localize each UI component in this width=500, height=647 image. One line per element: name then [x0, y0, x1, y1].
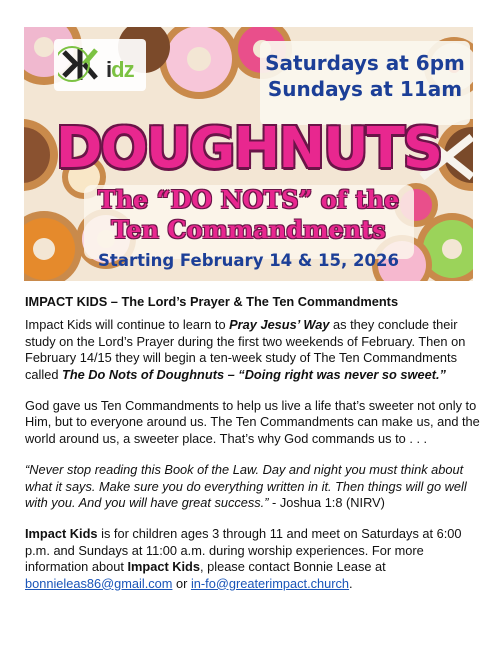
banner-start-date: Starting February 14 & 15, 2026 — [98, 251, 399, 270]
schedule-sunday: Sundays at 11am — [267, 77, 463, 101]
paragraph-scripture — [25, 462, 480, 511]
email-link-bonnie[interactable]: bonnieleas86@gmail.com — [25, 575, 173, 591]
banner-subtitle-line2: Ten Commandments — [111, 215, 386, 244]
impact-kidz-logo — [54, 39, 146, 91]
emphasis-series-title: The Do Nots of Doughnuts – “Doing right was never so sweet.” — [62, 366, 446, 382]
paragraph-contact: Impact Kids is for children ages 3 through 11 and meet on Saturdays at 6:00 p.m. and Sundays at 11:00 a.m. during worship experiences. For more information about Impact Kids, please contact Bonnie Lease at bonnieleas86@gmail.com or in-fo@greaterimpact.church. — [25, 526, 462, 591]
emphasis-pray-jesus-way: Pray Jesus’ Way — [229, 317, 330, 333]
schedule-box — [260, 41, 470, 125]
email-link-info[interactable]: in-fo@greaterimpact.church — [190, 575, 350, 591]
article-heading: IMPACT KIDS – The Lord’s Prayer & The Ten Commandments — [25, 294, 399, 309]
logo-wordmark: idz — [106, 57, 134, 82]
banner-subtitle-line1: The “DO NOTS” of the — [97, 185, 400, 214]
paragraph-commandments: God gave us Ten Commandments to help us live a life that’s sweeter not only to Him, but to everyone around us. The Ten Commandments can make us, and the world around us, a sweeter place. That’s why God commands us to . . . — [25, 398, 480, 446]
paragraph-intro: Impact Kids will continue to learn to Pray Jesus’ Way as they conclude their study on the Lord’s Prayer during the first two weekends of February. Then on February 14/15 they will begin a ten-week study of The Ten Commandments called The Do Nots of Doughnuts – “Doing right was never so sweet.” — [25, 317, 466, 382]
scripture-reference: - Joshua 1:8 (NIRV) — [268, 495, 385, 511]
schedule-saturday: Saturdays at 6pm — [265, 51, 465, 75]
article-body — [25, 294, 480, 592]
scripture-quote: “Never stop reading this Book of the Law. Day and night you must think about what it says. Make sure you do everything written in it. Then things will go well with you. And you will have great success.” — [25, 462, 467, 511]
doughnuts-banner — [24, 27, 473, 281]
logo-k-mark-icon — [58, 42, 102, 86]
banner-title: DOUGHNUTS — [55, 116, 442, 181]
